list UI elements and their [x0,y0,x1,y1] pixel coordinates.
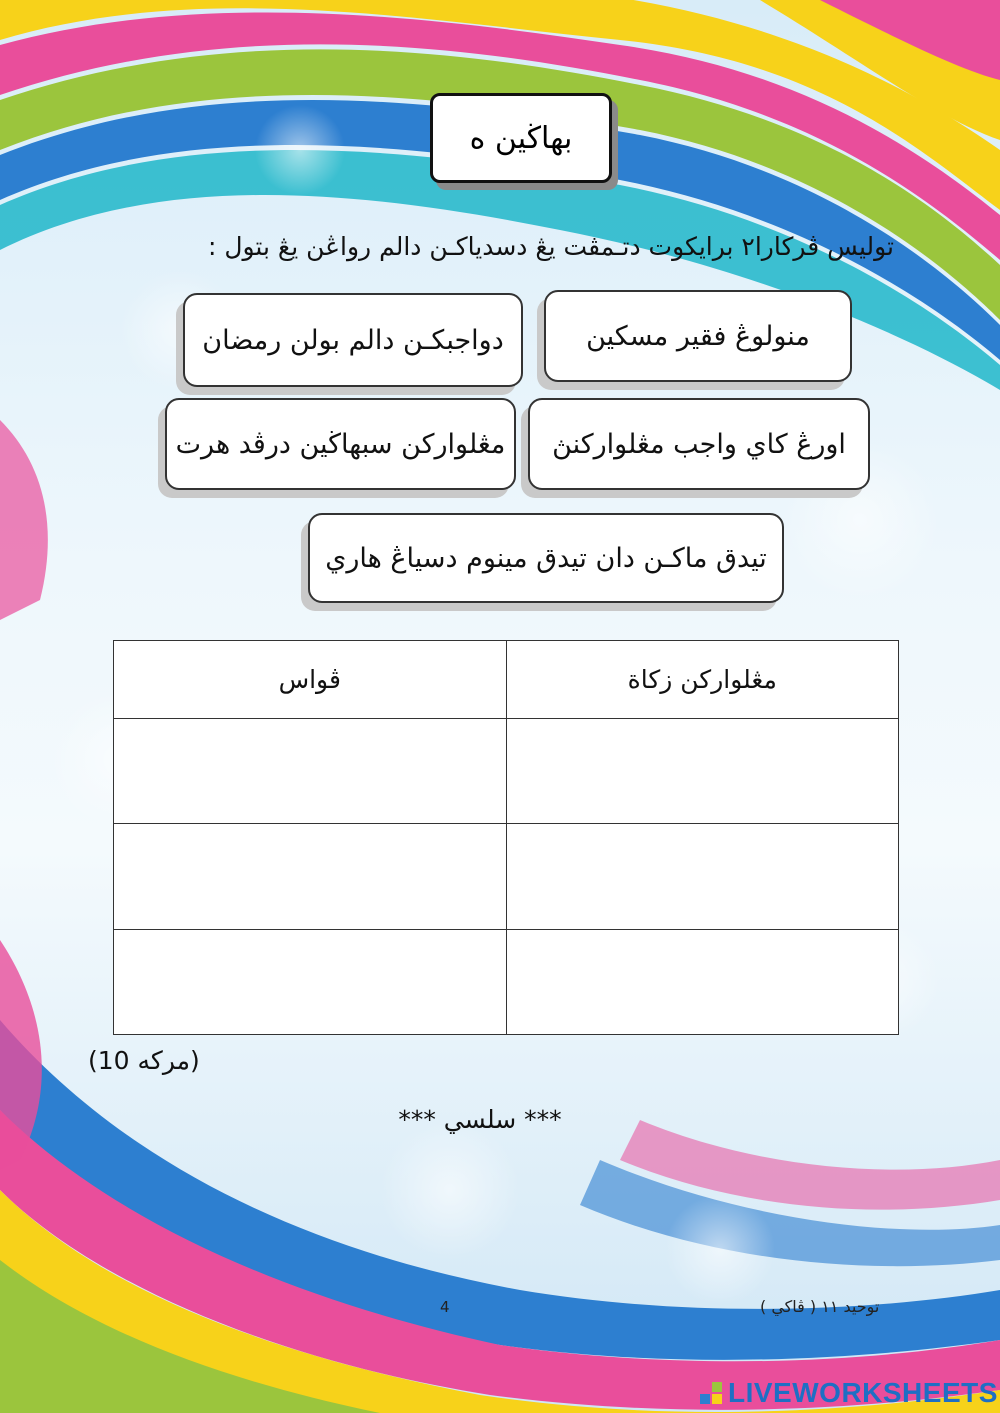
liveworksheets-logo [700,1378,998,1408]
option-text: دواجبكـن دالم بولن رمضان [202,324,504,356]
table-row [114,824,899,929]
answer-drop-cell[interactable] [506,719,899,824]
option-text: تيدق ماكـن دان تيدق مينوم دسياڠ هاري [325,542,767,574]
option-card[interactable] [308,513,784,603]
footer-subject: توحيد ١١ ( ڤاكي ) [760,1297,880,1316]
table-row [114,719,899,824]
option-text: منولوڠ فقير مسكين [586,320,810,352]
option-card[interactable] [183,293,523,387]
option-text: مڠلواركن سبهاڬين درڤد هرت [175,428,506,460]
option-card[interactable] [544,290,852,382]
answer-drop-cell[interactable] [114,719,507,824]
answer-drop-cell[interactable] [506,929,899,1034]
answer-drop-cell[interactable] [114,929,507,1034]
option-card[interactable] [165,398,516,490]
brand-name: LIVEWORKSHEETS [728,1377,998,1408]
answer-table [113,640,899,1035]
brand-grid-icon [700,1382,722,1404]
table-header-row [114,641,899,719]
answer-drop-cell[interactable] [506,824,899,929]
table-header-cell: مڠلواركن زكاة [506,641,899,719]
option-card[interactable] [528,398,870,490]
answer-drop-cell[interactable] [114,824,507,929]
section-title-text: بهاڬين ه [469,120,573,156]
table-header-cell: ڤواس [114,641,507,719]
table-row [114,929,899,1034]
page-number: 4 [440,1298,450,1316]
option-text: اورڠ كاي واجب مڠلواركنڽ [552,428,846,460]
instruction-text: توليس ڤركارا٢ برايكوت دتـمڤت يڠ دسدياكـن دالم رواڠن يڠ بتول : [207,232,894,261]
section-title [430,93,612,183]
marks-label: (10 مركه) [88,1046,200,1075]
closing-text: *** سلسي *** [398,1105,562,1134]
